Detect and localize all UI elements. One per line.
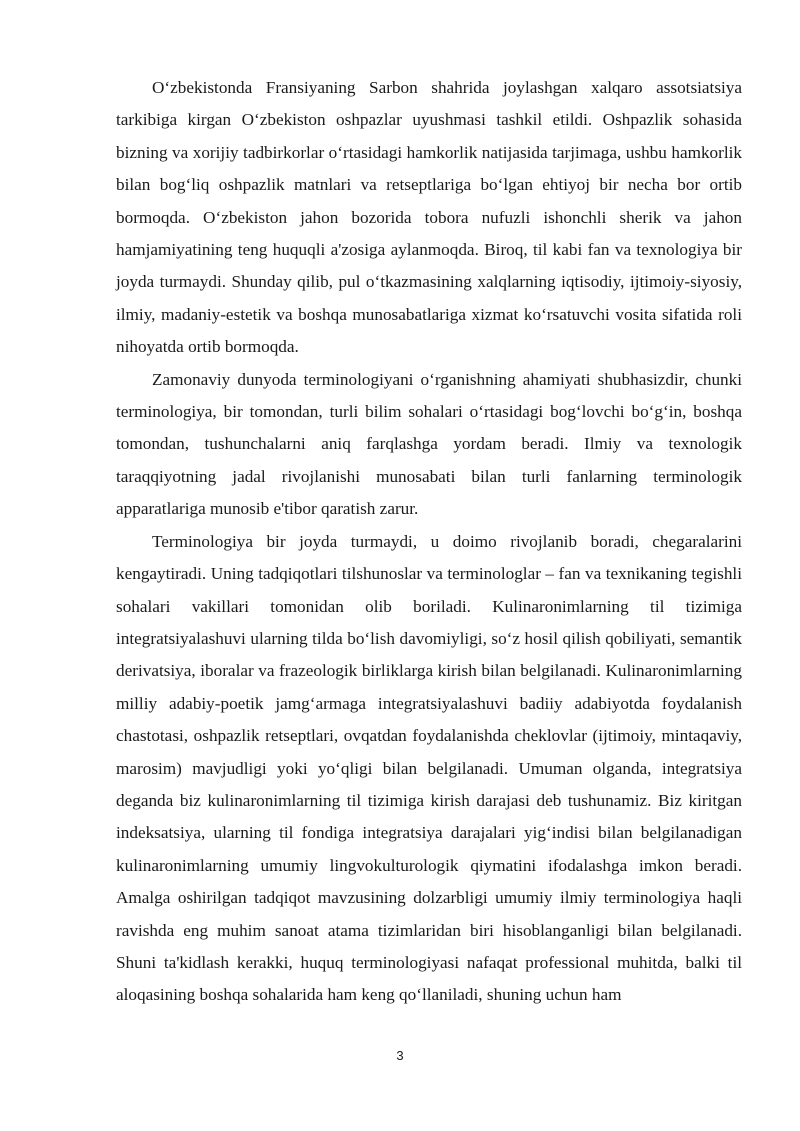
page-number: 3 [396,1048,404,1063]
document-body [116,72,742,1012]
paragraph-2: Zamonaviy dunyoda terminologiyani o‘rganishning ahamiyati shubhasizdir, chunki terminologiya, bir tomondan, turli bilim sohalari o‘rtasidagi bog‘lovchi bo‘g‘in, boshqa tomondan, tushunchalarni aniq farqlashga yordam beradi. Ilmiy va texnologik taraqqiyotning jadal rivojlanishi munosabati bilan turli fanlarning terminologik apparatlariga munosib e'tibor qaratish zarur. [116,369,742,519]
paragraph-1: O‘zbekistonda Fransiyaning Sarbon shahrida joylashgan xalqaro assotsiatsiya tarkibiga kirgan O‘zbekiston oshpazlar uyushmasi tashkil etildi. Oshpazlik sohasida bizning va xorijiy tadbirkorlar o‘rtasidagi hamkorlik natijasida tarjimaga, ushbu hamkorlik bilan bog‘liq oshpazlik matnlari va retseptlariga bo‘lgan ehtiyoj bir necha bor ortib bormoqda. O‘zbekiston jahon bozorida tobora nufuzli ishonchli sherik va jahon hamjamiyatining teng huquqli a'zosiga aylanmoqda. Biroq, til kabi fan va texnologiya bir joyda turmaydi. Shunday qilib, pul o‘tkazmasining xalqlarning iqtisodiy, ijtimoiy-siyosiy, ilmiy, madaniy-estetik va boshqa munosabatlariga xizmat ko‘rsatuvchi vosita sifatida roli nihoyatda ortib bormoqda. [116,78,742,357]
paragraph-3: Terminologiya bir joyda turmaydi, u doimo rivojlanib boradi, chegaralarini kengaytiradi. Uning tadqiqotlari tilshunoslar va terminologlar – fan va texnikaning tegishli sohalari vakillari tomonidan olib boriladi. Kulinaronimlarning til tizimiga integratsiyalashuvi ularning tilda bo‘lish davomiyligi, so‘z hosil qilish qobiliyati, semantik derivatsiya, iboralar va frazeologik birliklarga kirish bilan belgilanadi. Kulinaronimlarning milliy adabiy-poetik jamg‘armaga integratsiyalashuvi badiiy adabiyotda foydalanish chastotasi, oshpazlik retseptlari, ovqatdan foydalanishda cheklovlar (ijtimoiy, mintaqaviy, marosim) mavjudligi yoki yo‘qligi bilan belgilanadi. Umuman olganda, integratsiya deganda biz kulinaronimlarning til tizimiga kirish darajasi deb tushunamiz. Biz kiritgan indeksatsiya, ularning til fondiga integratsiya darajalari yig‘indisi bilan belgilanadigan kulinaronimlarning umumiy lingvokulturologik qiymatini ifodalashga imkon beradi. Amalga oshirilgan tadqiqot mavzusining dolzarbligi umumiy ilmiy terminologiya haqli ravishda eng muhim sanoat atama tizimlaridan biri hisoblanganligi bilan belgilanadi. Shuni ta'kidlash kerakki, huquq terminologiyasi nafaqat professional muhitda, balki til aloqasining boshqa sohalarida ham keng qo‘llaniladi, shuning uchun ham [116,531,742,1005]
